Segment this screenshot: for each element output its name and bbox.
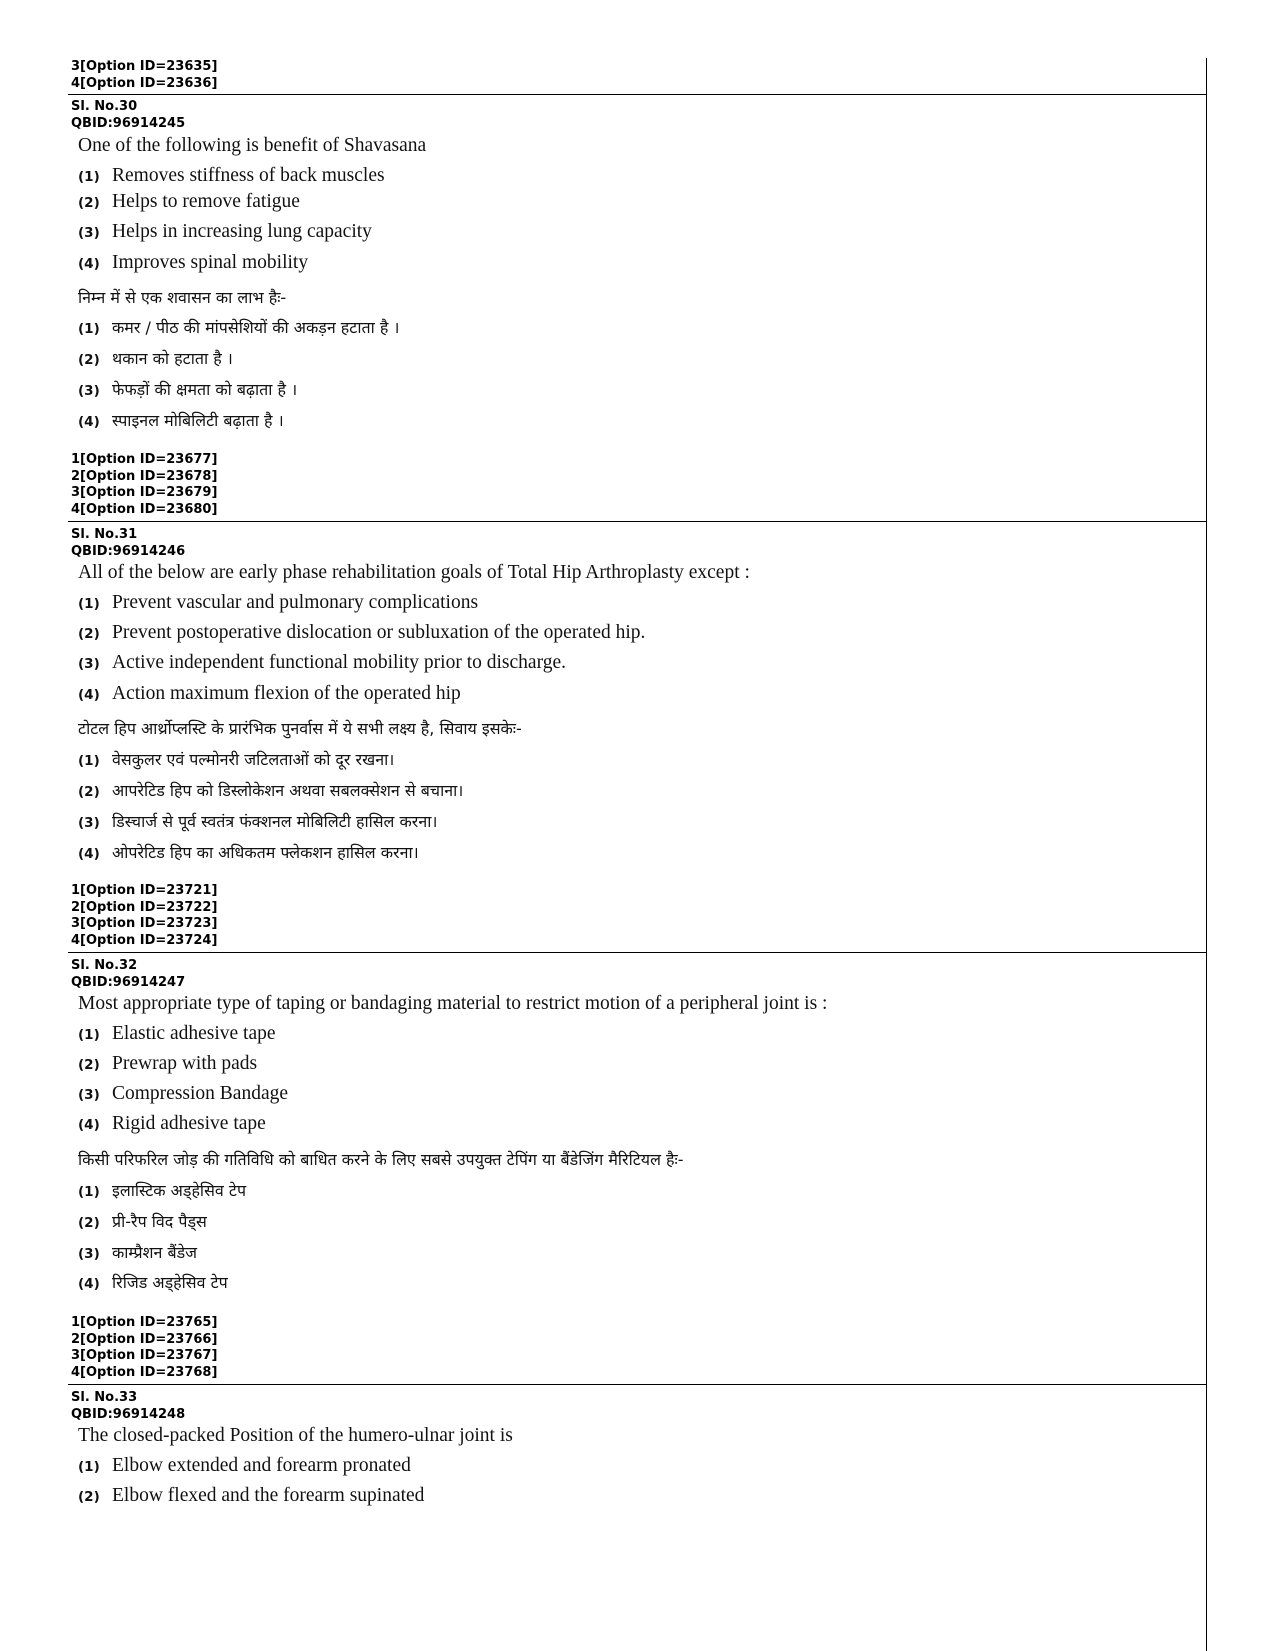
- option-number: (1): [78, 596, 100, 612]
- divider: [68, 952, 1207, 953]
- option-id: 4[Option ID=23636]: [71, 75, 218, 91]
- option-id: 4[Option ID=23680]: [71, 501, 218, 517]
- option-hindi: (2) प्री-रैप विद पैड्स: [78, 1212, 207, 1231]
- question-text-english: One of the following is benefit of Shavasana: [78, 135, 427, 156]
- option-number: (1): [78, 1027, 100, 1043]
- option-id-list: [71, 452, 217, 518]
- option-number: (1): [78, 1184, 100, 1200]
- qbid: QBID:96914246: [71, 543, 186, 559]
- option-number: (1): [78, 1459, 100, 1475]
- divider: [68, 521, 1207, 522]
- option-english: (2) Elbow flexed and the forearm supinated: [78, 1485, 425, 1506]
- option-number: (1): [78, 321, 100, 337]
- option-english: (2) Helps to remove fatigue: [78, 191, 300, 212]
- option-number: (4): [78, 846, 100, 862]
- question-text-english: All of the below are early phase rehabilitation goals of Total Hip Arthroplasty except :: [78, 562, 750, 583]
- option-english: (4) Action maximum flexion of the operated hip: [78, 683, 461, 704]
- option-id-list: [71, 883, 217, 949]
- option-number: (3): [78, 656, 100, 672]
- option-number: (1): [78, 753, 100, 769]
- option-hindi: (2) थकान को हटाता है ।: [78, 349, 233, 368]
- option-number: (3): [78, 225, 100, 241]
- option-english: (1) Elastic adhesive tape: [78, 1023, 276, 1044]
- option-number: (2): [78, 1215, 100, 1231]
- option-number: (2): [78, 1057, 100, 1073]
- option-id: 4[Option ID=23724]: [71, 932, 218, 948]
- option-hindi: (3) काम्प्रैशन बैंडेज: [78, 1243, 198, 1262]
- option-hindi: (4) स्पाइनल मोबिलिटी बढ़ाता है ।: [78, 411, 284, 430]
- option-number: (3): [78, 1246, 100, 1262]
- option-number: (2): [78, 1489, 100, 1505]
- option-id: 1[Option ID=23765]: [71, 1315, 218, 1330]
- option-number: (4): [78, 1276, 100, 1292]
- option-id-list: [71, 59, 217, 92]
- option-hindi: (1) इलास्टिक अड्हेसिव टेप: [78, 1181, 247, 1200]
- option-id: 3[Option ID=23767]: [71, 1348, 218, 1363]
- option-english: (1) Removes stiffness of back muscles: [78, 165, 385, 186]
- serial-number: Sl. No.32: [71, 958, 138, 973]
- option-id: 4[Option ID=23768]: [71, 1364, 218, 1380]
- option-number: (2): [78, 352, 100, 368]
- option-number: (4): [78, 414, 100, 430]
- option-id: 1[Option ID=23721]: [71, 883, 218, 898]
- option-number: (3): [78, 383, 100, 399]
- option-number: (2): [78, 626, 100, 642]
- question-text-english: The closed-packed Position of the humero-ulnar joint is: [78, 1425, 513, 1446]
- option-number: (3): [78, 815, 100, 831]
- option-id: 3[Option ID=23679]: [71, 485, 218, 500]
- option-number: (2): [78, 784, 100, 800]
- option-hindi: (1) वेसकुलर एवं पल्मोनरी जटिलताओं को दूर रखना।: [78, 750, 395, 769]
- option-id: 2[Option ID=23722]: [71, 899, 218, 915]
- option-hindi: (3) डिस्चार्ज से पूर्व स्वतंत्र फंक्शनल मोबिलिटी हासिल करना।: [78, 812, 438, 831]
- option-hindi: (2) आपरेटिड हिप को डिस्लोकेशन अथवा सबलक्सेशन से बचाना।: [78, 781, 464, 800]
- option-number: (4): [78, 1117, 100, 1133]
- serial-number: Sl. No.33: [71, 1390, 138, 1405]
- question-text-hindi: किसी परिफरिल जोड़ की गतिविधि को बाधित करने के लिए सबसे उपयुक्त टेपिंग या बैंडेजिंग मैरिटियल हैः-: [78, 1150, 684, 1169]
- option-english: (4) Improves spinal mobility: [78, 252, 309, 273]
- qbid: QBID:96914245: [71, 115, 186, 131]
- question-header: [71, 1390, 185, 1423]
- option-number: (3): [78, 1087, 100, 1103]
- divider: [68, 1384, 1207, 1385]
- option-id: 3[Option ID=23723]: [71, 916, 218, 931]
- divider: [68, 94, 1207, 95]
- qbid: QBID:96914247: [71, 974, 186, 990]
- option-number: (4): [78, 256, 100, 272]
- option-number: (2): [78, 195, 100, 211]
- option-english: (1) Prevent vascular and pulmonary complications: [78, 592, 479, 613]
- option-id: 1[Option ID=23677]: [71, 452, 218, 467]
- option-hindi: (4) रिजिड अड्हेसिव टेप: [78, 1273, 228, 1292]
- question-text-hindi: टोटल हिप आर्थ्रोप्लस्टि के प्रारंभिक पुनर्वास में ये सभी लक्ष्य है, सिवाय इसकेः-: [78, 719, 522, 738]
- option-english: (2) Prewrap with pads: [78, 1053, 258, 1074]
- option-english: (3) Compression Bandage: [78, 1083, 289, 1104]
- option-hindi: (1) कमर / पीठ की मांपसेशियों की अकड़न हटाता है ।: [78, 318, 400, 337]
- option-hindi: (3) फेफड़ों की क्षमता को बढ़ाता है ।: [78, 380, 298, 399]
- question-text-hindi: निम्न में से एक शवासन का लाभ हैः-: [78, 288, 287, 307]
- question-header: [71, 958, 185, 991]
- option-id-list: [71, 1315, 217, 1381]
- option-id: 2[Option ID=23766]: [71, 1331, 218, 1347]
- option-english: (3) Helps in increasing lung capacity: [78, 221, 372, 242]
- question-paper-sheet: [68, 58, 1207, 1651]
- question-header: [71, 99, 185, 132]
- question-text-english: Most appropriate type of taping or bandaging material to restrict motion of a peripheral joint is :: [78, 993, 828, 1014]
- option-number: (1): [78, 169, 100, 185]
- option-id: 2[Option ID=23678]: [71, 468, 218, 484]
- option-english: (2) Prevent postoperative dislocation or subluxation of the operated hip.: [78, 622, 646, 643]
- serial-number: Sl. No.30: [71, 99, 138, 114]
- option-english: (1) Elbow extended and forearm pronated: [78, 1455, 411, 1476]
- option-english: (4) Rigid adhesive tape: [78, 1113, 266, 1134]
- question-header: [71, 527, 185, 560]
- option-hindi: (4) ओपरेटिड हिप का अधिकतम फ्लेकशन हासिल करना।: [78, 843, 419, 862]
- option-english: (3) Active independent functional mobility prior to discharge.: [78, 652, 566, 673]
- serial-number: Sl. No.31: [71, 527, 138, 542]
- option-number: (4): [78, 687, 100, 703]
- option-id: 3[Option ID=23635]: [71, 59, 218, 74]
- qbid: QBID:96914248: [71, 1406, 186, 1422]
